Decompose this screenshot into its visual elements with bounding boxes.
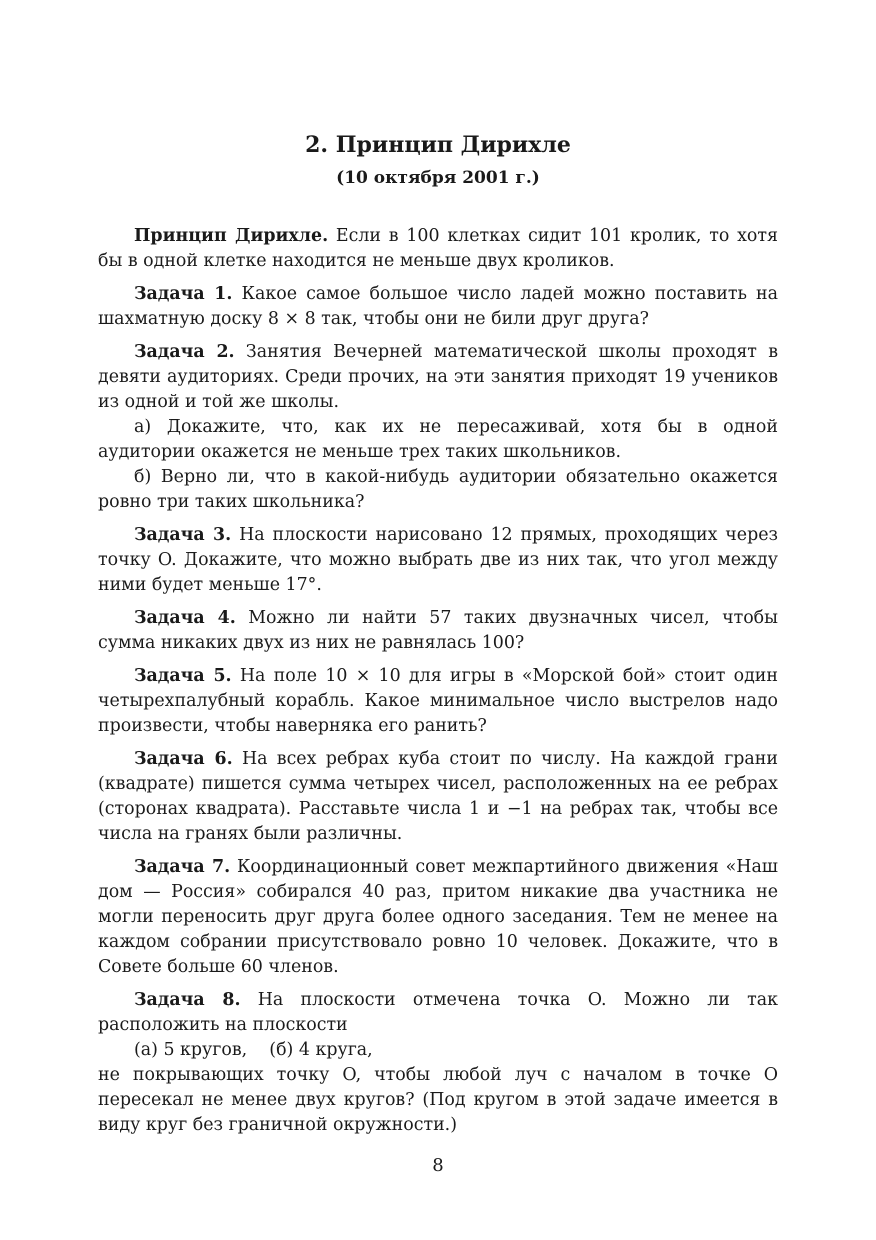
problem-lead: Задача 6.: [134, 749, 233, 769]
problem-text: На всех ребрах куба стоит по числу. На каждой грани (квадрате) пишется сумма четырех чисел, расположенных на ее ребрах (сторонах квадрата). Расставьте числа 1 и −1 на ребрах так, чтобы все числа на гранях были различны.: [98, 749, 778, 844]
problem-8: [98, 988, 778, 1038]
problem-8-continuation: не покрывающих точку O, чтобы любой луч с началом в точке O пересекал не менее двух кругов? (Под кругом в этой задаче имеется в виду круг без граничной окружности.): [98, 1065, 778, 1135]
principle-text: Если в 100 клетках сидит 101 кролик, то хотя бы в одной клетке находится не меньше двух кроликов.: [98, 226, 778, 271]
document-body: [98, 224, 778, 1138]
problem-6: [98, 747, 778, 847]
problem-text: На плоскости отмечена точка O. Можно ли так расположить на плоскости: [98, 990, 778, 1035]
problem-2: [98, 340, 778, 415]
problem-2-part-b: б) Верно ли, что в какой-нибудь аудитории обязательно окажется ровно три таких школьника?: [98, 467, 778, 512]
problem-lead: Задача 7.: [134, 857, 231, 877]
problem-text: На плоскости нарисовано 12 прямых, проходящих через точку O. Докажите, что можно выбрать две из них так, что угол между ними будет меньше 17°.: [98, 525, 778, 595]
problem-lead: Задача 2.: [134, 342, 235, 362]
problem-8-options: (а) 5 кругов, (б) 4 круга,: [134, 1040, 373, 1060]
principle-paragraph: [98, 224, 778, 274]
problem-lead: Задача 1.: [134, 284, 233, 304]
problem-text: Координационный совет межпартийного движения «Наш дом — Россия» собирался 40 раз, притом никакие два участника не могли переносить друг друга более одного заседания. Тем не менее на каждом собрании присутствовало ровно 10 человек. Докажите, что в Совете больше 60 членов.: [98, 857, 778, 977]
section-title: 2. Принцип Дирихле: [305, 132, 571, 158]
page-content: [98, 130, 778, 1138]
problem-lead: Задача 5.: [134, 666, 232, 686]
problem-text: Можно ли найти 57 таких двузначных чисел, чтобы сумма никаких двух из них не равнялась 100?: [98, 608, 778, 653]
problem-text: Какое самое большое число ладей можно поставить на шахматную доску 8 × 8 так, чтобы они не били друг друга?: [98, 284, 778, 329]
problem-lead: Задача 3.: [134, 525, 232, 545]
problem-text: Занятия Вечерней математической школы проходят в девяти аудиториях. Среди прочих, на эти занятия приходят 19 учеников из одной и той же школы.: [98, 342, 778, 412]
problem-3: [98, 523, 778, 598]
principle-lead: Принцип Дирихле.: [134, 226, 329, 246]
problem-4: [98, 606, 778, 656]
section-date: (10 октября 2001 г.): [336, 168, 540, 188]
problem-5: [98, 664, 778, 739]
problem-2-part-a: а) Докажите, что, как их не пересаживай, хотя бы в одной аудитории окажется не меньше трех таких школьников.: [98, 417, 778, 462]
problem-7: [98, 855, 778, 980]
problem-1: [98, 282, 778, 332]
page-number: 8: [432, 1155, 444, 1176]
problem-lead: Задача 8.: [134, 990, 241, 1010]
problem-lead: Задача 4.: [134, 608, 236, 628]
problem-text: На поле 10 × 10 для игры в «Морской бой» стоит один четырехпалубный корабль. Какое минимальное число выстрелов надо произвести, чтобы наверняка его ранить?: [98, 666, 778, 736]
